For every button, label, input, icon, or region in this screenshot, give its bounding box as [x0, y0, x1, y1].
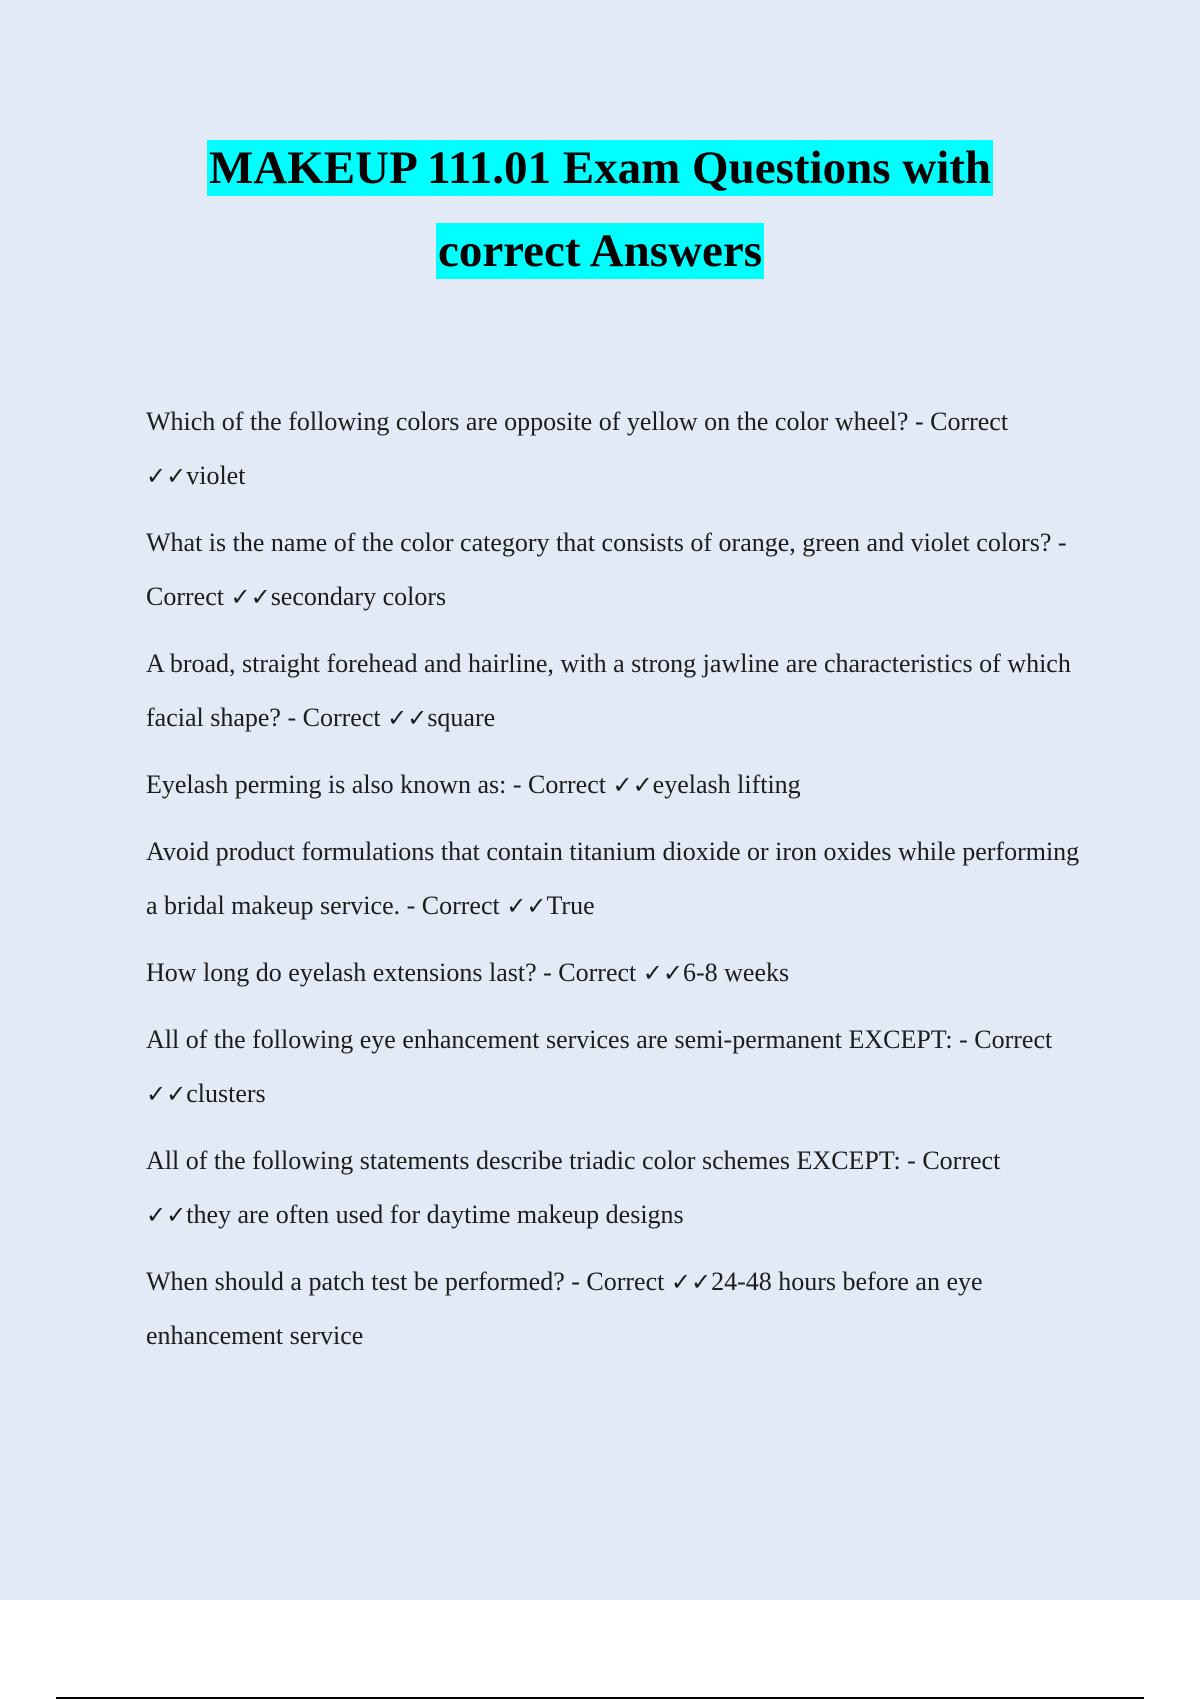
question-text: How long do eyelash extensions last? - Correct	[146, 958, 643, 987]
question-text: Avoid product formulations that contain titanium dioxide or iron oxides while performing a bridal makeup service. - Correct	[146, 837, 1080, 920]
question-text: Which of the following colors are opposite of yellow on the color wheel? - Correct	[146, 407, 1009, 436]
footer-divider	[56, 1697, 1144, 1699]
answer-text: secondary colors	[270, 582, 447, 611]
answer-text: square	[427, 703, 496, 732]
qa-list	[146, 395, 1086, 1376]
qa-item-7	[146, 1013, 1086, 1121]
double-check-icon: ✓✓	[642, 959, 683, 987]
answer-text: eyelash lifting	[652, 770, 801, 799]
qa-item-6	[146, 946, 1086, 1000]
double-check-icon: ✓✓	[146, 1201, 187, 1229]
question-text: All of the following eye enhancement services are semi-permanent EXCEPT: - Correct	[146, 1025, 1053, 1054]
title-line-1: MAKEUP 111.01 Exam Questions with	[208, 142, 992, 194]
qa-item-4	[146, 758, 1086, 812]
document-title	[0, 140, 1200, 306]
double-check-icon: ✓✓	[612, 771, 653, 799]
double-check-icon: ✓✓	[146, 1080, 187, 1108]
answer-text: 6-8 weeks	[683, 958, 790, 987]
title-line-2: correct Answers	[437, 225, 763, 277]
double-check-icon: ✓✓	[506, 892, 547, 920]
answer-text: clusters	[186, 1079, 266, 1108]
qa-item-8	[146, 1134, 1086, 1242]
double-check-icon: ✓✓	[230, 583, 271, 611]
answer-text: they are often used for daytime makeup designs	[186, 1200, 684, 1229]
qa-item-9	[146, 1255, 1086, 1363]
answer-text: violet	[186, 461, 246, 490]
double-check-icon: ✓✓	[387, 704, 428, 732]
qa-item-5	[146, 825, 1086, 933]
question-text: When should a patch test be performed? - Correct	[146, 1267, 671, 1296]
double-check-icon: ✓✓	[670, 1268, 712, 1296]
question-text: Eyelash perming is also known as: - Correct	[146, 770, 613, 799]
answer-text: 24-48 hours before an eye enhancement service	[146, 1267, 983, 1350]
qa-item-3	[146, 637, 1086, 745]
question-text: A broad, straight forehead and hairline, with a strong jawline are characteristics of which facial shape? - Correct	[146, 649, 1071, 732]
question-text: All of the following statements describe triadic color schemes EXCEPT: - Correct	[146, 1146, 1001, 1175]
qa-item-1	[146, 395, 1086, 503]
qa-item-2	[146, 516, 1086, 624]
question-text: What is the name of the color category that consists of orange, green and violet colors? - Correct	[146, 528, 1067, 611]
answer-text: True	[546, 891, 595, 920]
double-check-icon: ✓✓	[146, 462, 187, 490]
